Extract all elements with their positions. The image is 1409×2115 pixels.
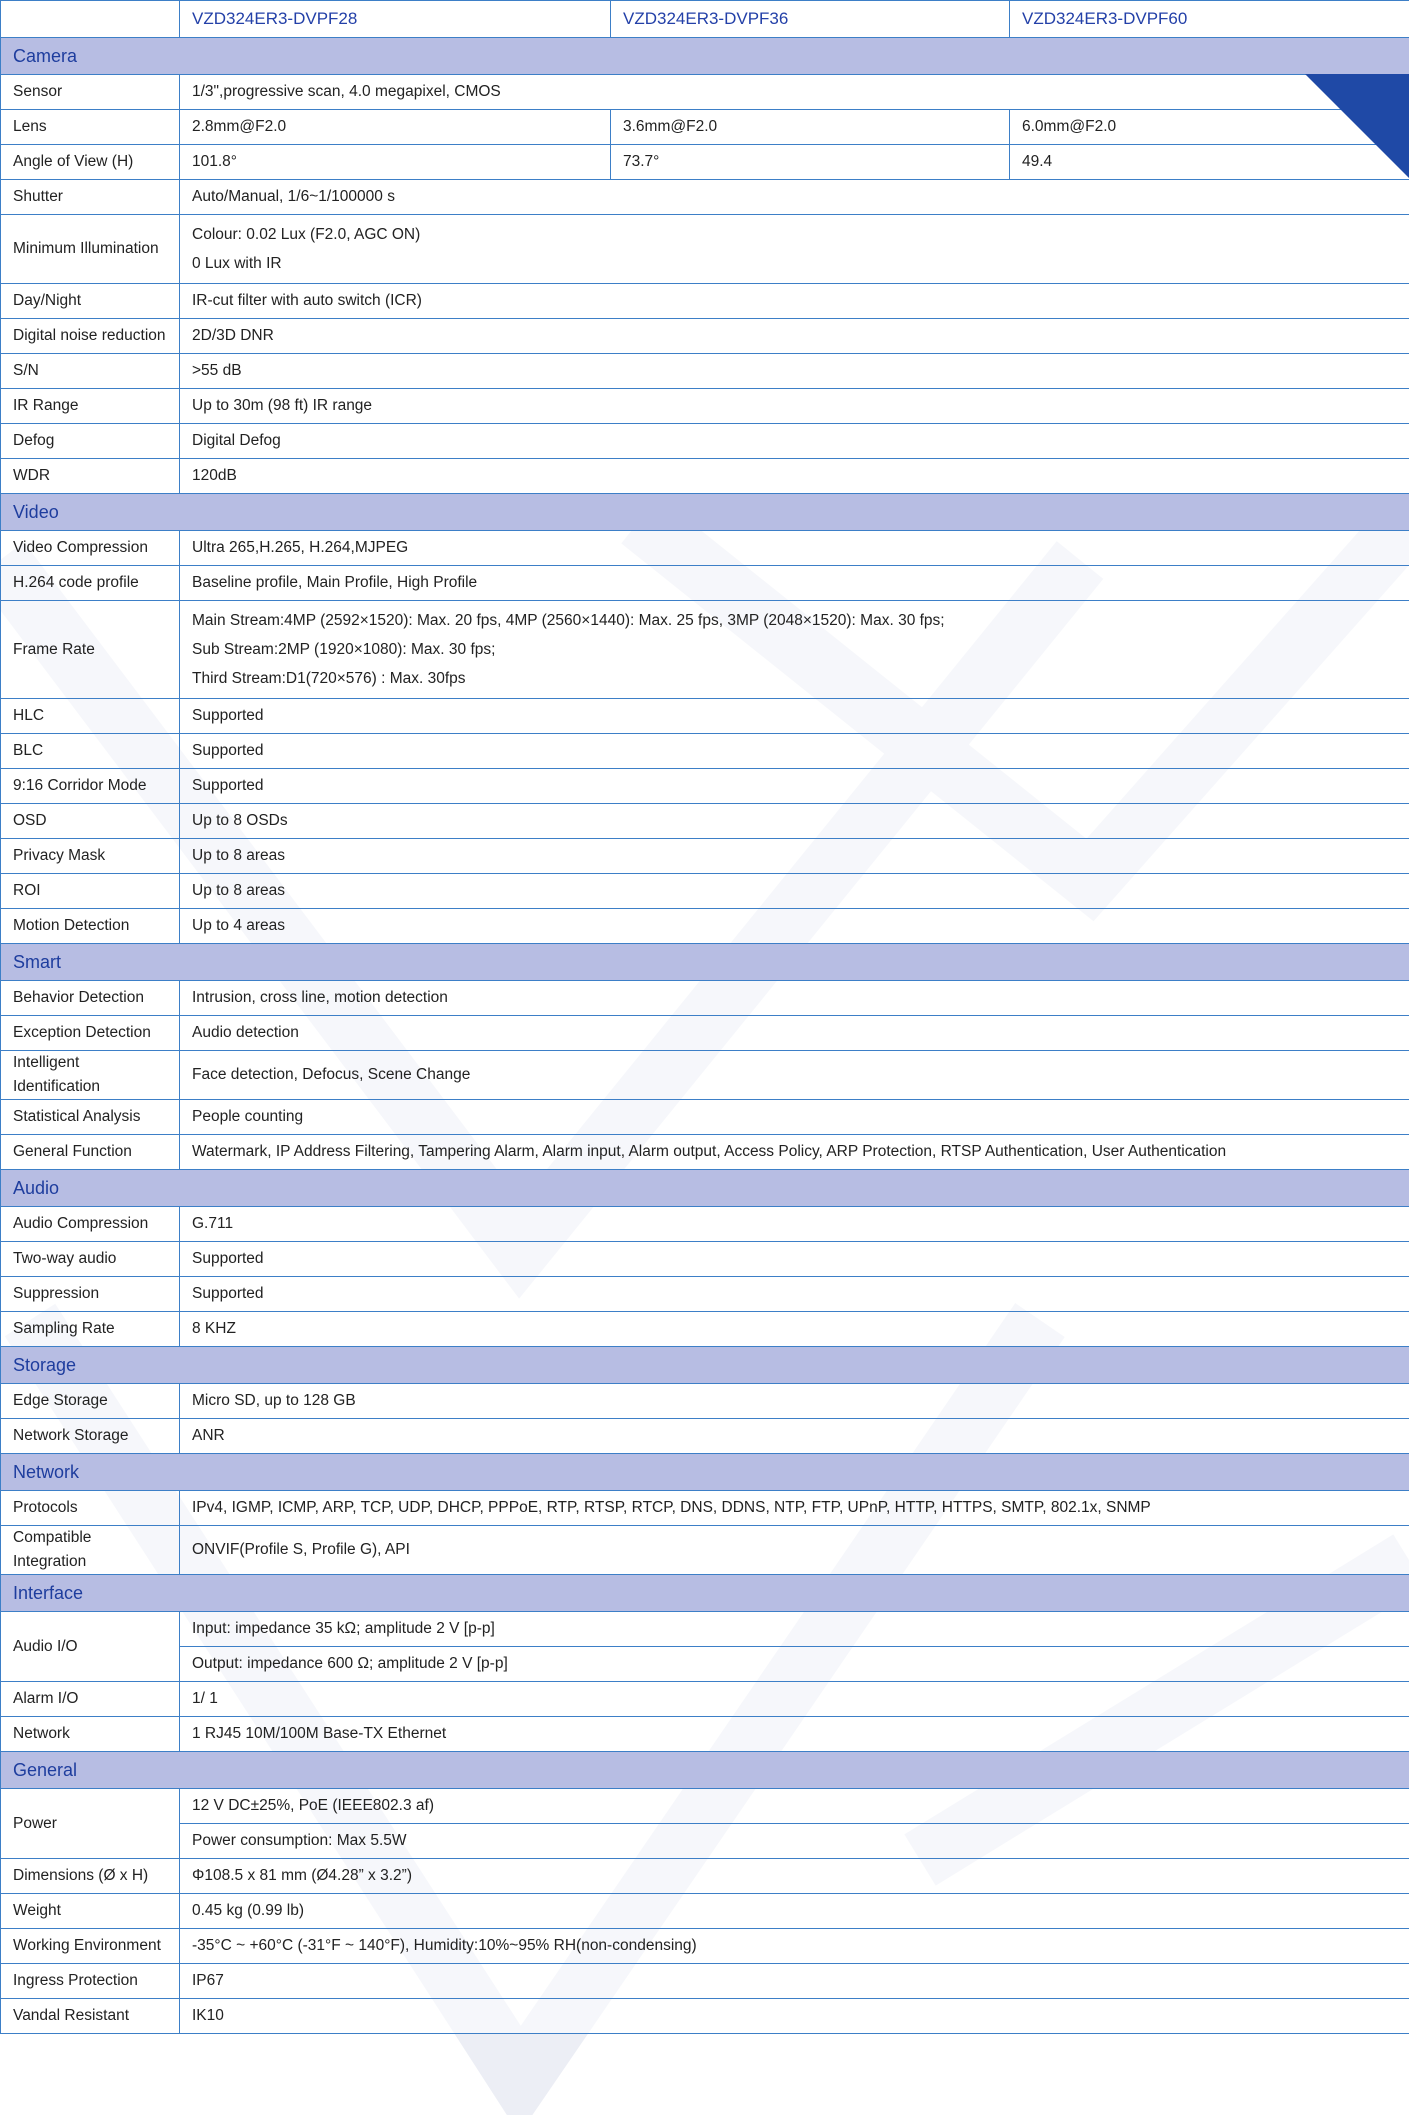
spec-label: Dimensions (Ø x H) bbox=[1, 1859, 180, 1894]
section-header-network bbox=[1, 1454, 1409, 1491]
spec-row-privacy-mask bbox=[1, 839, 1409, 874]
spec-row-network bbox=[1, 1717, 1409, 1752]
spec-value: ANR bbox=[180, 1419, 1409, 1454]
spec-row-working-environment bbox=[1, 1929, 1409, 1964]
model-name: VZD324ER3-DVPF36 bbox=[611, 1, 1010, 38]
spec-label: Network Storage bbox=[1, 1419, 180, 1454]
spec-row-compatible-integration bbox=[1, 1526, 1409, 1575]
spec-label: Privacy Mask bbox=[1, 839, 180, 874]
spec-value: Output: impedance 600 Ω; amplitude 2 V [p-p] bbox=[180, 1647, 1409, 1682]
spec-row-sampling-rate bbox=[1, 1312, 1409, 1347]
spec-value: 2D/3D DNR bbox=[180, 319, 1409, 354]
spec-row-s-n bbox=[1, 354, 1409, 389]
spec-value: Φ108.5 x 81 mm (Ø4.28” x 3.2”) bbox=[180, 1859, 1409, 1894]
spec-value: Digital Defog bbox=[180, 424, 1409, 459]
spec-label: 9:16 Corridor Mode bbox=[1, 769, 180, 804]
spec-value: ONVIF(Profile S, Profile G), API bbox=[180, 1526, 1409, 1575]
spec-row-shutter bbox=[1, 180, 1409, 215]
spec-row-exception-detection bbox=[1, 1016, 1409, 1051]
spec-value: Face detection, Defocus, Scene Change bbox=[180, 1051, 1409, 1100]
spec-value: 73.7° bbox=[611, 145, 1010, 180]
spec-row-intelligent-identification bbox=[1, 1051, 1409, 1100]
spec-value: -35°C ~ +60°C (-31°F ~ 140°F), Humidity:10%~95% RH(non-condensing) bbox=[180, 1929, 1409, 1964]
spec-row-audio-i-o bbox=[1, 1612, 1409, 1647]
spec-value: Auto/Manual, 1/6~1/100000 s bbox=[180, 180, 1409, 215]
spec-row-ingress-protection bbox=[1, 1964, 1409, 1999]
spec-value: Supported bbox=[180, 769, 1409, 804]
header-corner-cell bbox=[1, 1, 180, 38]
spec-value: Up to 8 areas bbox=[180, 839, 1409, 874]
spec-value: Micro SD, up to 128 GB bbox=[180, 1384, 1409, 1419]
spec-row-digital-noise-reduction bbox=[1, 319, 1409, 354]
spec-label: BLC bbox=[1, 734, 180, 769]
spec-value: Supported bbox=[180, 1242, 1409, 1277]
spec-row-motion-detection bbox=[1, 909, 1409, 944]
spec-value: 120dB bbox=[180, 459, 1409, 494]
spec-row-sensor bbox=[1, 75, 1409, 110]
spec-value: 3.6mm@F2.0 bbox=[611, 110, 1010, 145]
spec-row-day-night bbox=[1, 284, 1409, 319]
spec-label: Intelligent Identification bbox=[1, 1051, 180, 1100]
spec-label: Video Compression bbox=[1, 531, 180, 566]
spec-value: Intrusion, cross line, motion detection bbox=[180, 981, 1409, 1016]
spec-label: Alarm I/O bbox=[1, 1682, 180, 1717]
spec-value: 1/3",progressive scan, 4.0 megapixel, CMOS bbox=[180, 75, 1409, 110]
spec-value: 1 RJ45 10M/100M Base-TX Ethernet bbox=[180, 1717, 1409, 1752]
spec-row-defog bbox=[1, 424, 1409, 459]
spec-label: Working Environment bbox=[1, 1929, 180, 1964]
spec-value: IPv4, IGMP, ICMP, ARP, TCP, UDP, DHCP, PPPoE, RTP, RTSP, RTCP, DNS, DDNS, NTP, FTP, UPnP, HTTP, HTTPS, SMTP, 802.1x, SNMP bbox=[180, 1491, 1409, 1526]
spec-value: IR-cut filter with auto switch (ICR) bbox=[180, 284, 1409, 319]
spec-label: WDR bbox=[1, 459, 180, 494]
spec-row-lens bbox=[1, 110, 1409, 145]
spec-value: Supported bbox=[180, 734, 1409, 769]
spec-label: Lens bbox=[1, 110, 180, 145]
spec-label: Suppression bbox=[1, 1277, 180, 1312]
spec-label: Angle of View (H) bbox=[1, 145, 180, 180]
spec-row-minimum-illumination bbox=[1, 215, 1409, 284]
spec-row-statistical-analysis bbox=[1, 1100, 1409, 1135]
spec-value: Supported bbox=[180, 1277, 1409, 1312]
section-title: Interface bbox=[1, 1575, 1409, 1612]
spec-value: 101.8° bbox=[180, 145, 611, 180]
spec-value: 0.45 kg (0.99 lb) bbox=[180, 1894, 1409, 1929]
spec-label: ROI bbox=[1, 874, 180, 909]
spec-row-hlc bbox=[1, 699, 1409, 734]
spec-label: Defog bbox=[1, 424, 180, 459]
spec-row-network-storage bbox=[1, 1419, 1409, 1454]
spec-value: Up to 8 areas bbox=[180, 874, 1409, 909]
spec-label: Power bbox=[1, 1789, 180, 1859]
section-header-video bbox=[1, 494, 1409, 531]
spec-value: Up to 30m (98 ft) IR range bbox=[180, 389, 1409, 424]
spec-value-line: 0 Lux with IR bbox=[192, 255, 282, 272]
spec-label: S/N bbox=[1, 354, 180, 389]
spec-row-alarm-i-o bbox=[1, 1682, 1409, 1717]
spec-value: 1/ 1 bbox=[180, 1682, 1409, 1717]
spec-row-power bbox=[1, 1789, 1409, 1824]
section-header-general bbox=[1, 1752, 1409, 1789]
spec-value: 2.8mm@F2.0 bbox=[180, 110, 611, 145]
spec-value: Ultra 265,H.265, H.264,MJPEG bbox=[180, 531, 1409, 566]
section-title: General bbox=[1, 1752, 1409, 1789]
spec-label: Compatible Integration bbox=[1, 1526, 180, 1575]
spec-row-h-264-code-profile bbox=[1, 566, 1409, 601]
spec-row-two-way-audio bbox=[1, 1242, 1409, 1277]
spec-label: H.264 code profile bbox=[1, 566, 180, 601]
spec-label: HLC bbox=[1, 699, 180, 734]
spec-value: 49.4 bbox=[1010, 145, 1409, 180]
spec-label: Statistical Analysis bbox=[1, 1100, 180, 1135]
section-header-smart bbox=[1, 944, 1409, 981]
spec-label: Weight bbox=[1, 1894, 180, 1929]
spec-value-line: Sub Stream:2MP (1920×1080): Max. 30 fps; bbox=[192, 641, 496, 658]
spec-row-behavior-detection bbox=[1, 981, 1409, 1016]
spec-row-roi bbox=[1, 874, 1409, 909]
spec-row-video-compression bbox=[1, 531, 1409, 566]
spec-value: 12 V DC±25%, PoE (IEEE802.3 af) bbox=[180, 1789, 1409, 1824]
spec-label: Digital noise reduction bbox=[1, 319, 180, 354]
spec-value: 8 KHZ bbox=[180, 1312, 1409, 1347]
spec-label: Ingress Protection bbox=[1, 1964, 180, 1999]
spec-row-ir-range bbox=[1, 389, 1409, 424]
spec-value: IK10 bbox=[180, 1999, 1409, 2034]
spec-label: Day/Night bbox=[1, 284, 180, 319]
spec-row-general-function bbox=[1, 1135, 1409, 1170]
spec-row-weight bbox=[1, 1894, 1409, 1929]
spec-label: Network bbox=[1, 1717, 180, 1752]
spec-row-power bbox=[1, 1824, 1409, 1859]
spec-label: Shutter bbox=[1, 180, 180, 215]
spec-label: Motion Detection bbox=[1, 909, 180, 944]
spec-value: People counting bbox=[180, 1100, 1409, 1135]
spec-row-wdr bbox=[1, 459, 1409, 494]
spec-label: Edge Storage bbox=[1, 1384, 180, 1419]
spec-label: Protocols bbox=[1, 1491, 180, 1526]
section-title: Smart bbox=[1, 944, 1409, 981]
header-row bbox=[1, 1, 1409, 38]
spec-value: Up to 4 areas bbox=[180, 909, 1409, 944]
spec-value-line: Main Stream:4MP (2592×1520): Max. 20 fps, 4MP (2560×1440): Max. 25 fps, 3MP (2048×1520): Max. 30 fps; bbox=[192, 612, 945, 629]
spec-label: General Function bbox=[1, 1135, 180, 1170]
spec-row-suppression bbox=[1, 1277, 1409, 1312]
spec-row-frame-rate bbox=[1, 601, 1409, 699]
section-header-storage bbox=[1, 1347, 1409, 1384]
section-title: Camera bbox=[1, 38, 1409, 75]
spec-label: Audio I/O bbox=[1, 1612, 180, 1682]
section-title: Audio bbox=[1, 1170, 1409, 1207]
spec-value: Baseline profile, Main Profile, High Profile bbox=[180, 566, 1409, 601]
spec-label: Two-way audio bbox=[1, 1242, 180, 1277]
spec-row-dimensions-x-h bbox=[1, 1859, 1409, 1894]
spec-label: IR Range bbox=[1, 389, 180, 424]
spec-row-audio-compression bbox=[1, 1207, 1409, 1242]
section-header-audio bbox=[1, 1170, 1409, 1207]
spec-value: >55 dB bbox=[180, 354, 1409, 389]
spec-row-protocols bbox=[1, 1491, 1409, 1526]
spec-value-multiline bbox=[180, 601, 1409, 699]
spec-label: Audio Compression bbox=[1, 1207, 180, 1242]
spec-row-blc bbox=[1, 734, 1409, 769]
spec-label: Sampling Rate bbox=[1, 1312, 180, 1347]
spec-label: Vandal Resistant bbox=[1, 1999, 180, 2034]
section-title: Storage bbox=[1, 1347, 1409, 1384]
spec-value: Input: impedance 35 kΩ; amplitude 2 V [p-p] bbox=[180, 1612, 1409, 1647]
spec-row-edge-storage bbox=[1, 1384, 1409, 1419]
spec-row-vandal-resistant bbox=[1, 1999, 1409, 2034]
spec-value: G.711 bbox=[180, 1207, 1409, 1242]
spec-value-multiline bbox=[180, 215, 1409, 284]
section-header-interface bbox=[1, 1575, 1409, 1612]
spec-value: 6.0mm@F2.0 bbox=[1010, 110, 1409, 145]
spec-value-line: Colour: 0.02 Lux (F2.0, AGC ON) bbox=[192, 226, 421, 243]
spec-row-angle-of-view-h bbox=[1, 145, 1409, 180]
spec-row-9-16-corridor-mode bbox=[1, 769, 1409, 804]
spec-row-audio-i-o bbox=[1, 1647, 1409, 1682]
model-name: VZD324ER3-DVPF28 bbox=[180, 1, 611, 38]
spec-label: Behavior Detection bbox=[1, 981, 180, 1016]
spec-value: Up to 8 OSDs bbox=[180, 804, 1409, 839]
spec-value: IP67 bbox=[180, 1964, 1409, 1999]
spec-row-osd bbox=[1, 804, 1409, 839]
spec-label: Minimum Illumination bbox=[1, 215, 180, 284]
spec-value: Supported bbox=[180, 699, 1409, 734]
spec-label: OSD bbox=[1, 804, 180, 839]
spec-value-line: Third Stream:D1(720×576) : Max. 30fps bbox=[192, 670, 466, 687]
spec-label: Exception Detection bbox=[1, 1016, 180, 1051]
spec-value: Watermark, IP Address Filtering, Tampering Alarm, Alarm input, Alarm output, Access Policy, ARP Protection, RTSP Authentication, User Authentication bbox=[180, 1135, 1409, 1170]
section-title: Network bbox=[1, 1454, 1409, 1491]
section-header-camera bbox=[1, 38, 1409, 75]
spec-label: Frame Rate bbox=[1, 601, 180, 699]
section-title: Video bbox=[1, 494, 1409, 531]
model-name: VZD324ER3-DVPF60 bbox=[1010, 1, 1409, 38]
spec-value: Power consumption: Max 5.5W bbox=[180, 1824, 1409, 1859]
spec-value: Audio detection bbox=[180, 1016, 1409, 1051]
spec-label: Sensor bbox=[1, 75, 180, 110]
